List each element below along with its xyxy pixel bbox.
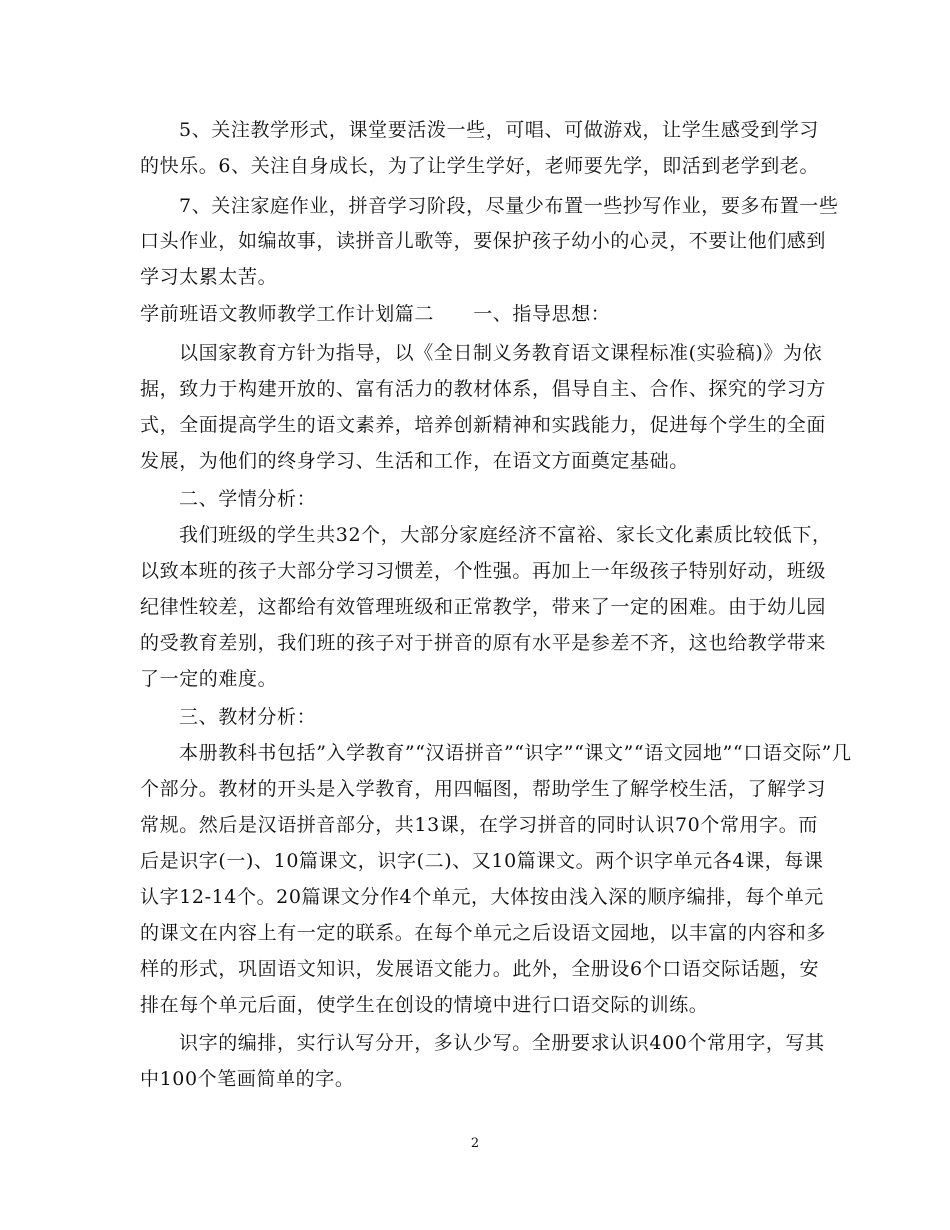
section-heading: 二、学情分析： — [179, 488, 317, 510]
paragraph-line: 样的形式，巩固语文知识，发展语文能力。此外，全册设6个口语交际话题，安 — [140, 958, 820, 980]
paragraph-line: 后是识字(一)、10篇课文，识字(二)、又10篇课文。两个识字单元各4课，每课 — [140, 850, 824, 872]
paragraph-line: 以国家教育方针为指导，以《全日制义务教育语文课程标准(实验稿)》为依 — [179, 342, 823, 364]
paragraph-line: 我们班级的学生共32个，大部分家庭经济不富裕、家长文化素质比较低下， — [179, 524, 832, 546]
paragraph-line: 识字的编排，实行认写分开，多认少写。全册要求认识400个常用字，写其 — [179, 1032, 825, 1054]
paragraph-line: 口头作业，如编故事，读拼音儿歌等，要保护孩子幼小的心灵，不要让他们感到 — [140, 230, 827, 252]
section-heading-line: 学前班语文教师教学工作计划篇二 一、指导思想： — [140, 303, 611, 325]
paragraph-line: 5、关注教学形式，课堂要活泼一些，可唱、可做游戏，让学生感受到学习 — [179, 119, 819, 141]
paragraph-line: 据，致力于构建开放的、富有活力的教材体系，倡导自主、合作、探究的学习方 — [140, 378, 827, 400]
paragraph-line: 认字12-14个。20篇课文分作4个单元，大体按由浅入深的顺序编排，每个单元 — [140, 886, 824, 908]
paragraph-line: 学习太累太苦。 — [140, 266, 278, 288]
paragraph-line: 的课文在内容上有一定的联系。在每个单元之后设语文园地，以丰富的内容和多 — [140, 922, 827, 944]
paragraph-line: 以致本班的孩子大部分学习习惯差，个性强。再加上一年级孩子特别好动，班级 — [140, 560, 827, 582]
paragraph-line: 本册教科书包括”入学教育”“汉语拼音”“识字”“课文”“语文园地”“口语交际”几 — [179, 742, 852, 764]
paragraph-line: 发展，为他们的终身学习、生活和工作，在语文方面奠定基础。 — [140, 450, 689, 472]
page-number: 2 — [470, 1136, 480, 1151]
paragraph-line: 式，全面提高学生的语文素养，培养创新精神和实践能力，促进每个学生的全面 — [140, 414, 827, 436]
paragraph-line: 的快乐。6、关注自身成长，为了让学生学好，老师要先学，即活到老学到老。 — [140, 155, 820, 177]
paragraph-line: 的受教育差别，我们班的孩子对于拼音的原有水平是参差不齐，这也给教学带来 — [140, 632, 827, 654]
paragraph-line: 中100个笔画简单的字。 — [140, 1068, 355, 1090]
section-heading: 三、教材分析： — [179, 706, 317, 728]
paragraph-line: 纪律性较差，这都给有效管理班级和正常教学，带来了一定的困难。由于幼儿园 — [140, 596, 827, 618]
paragraph-line: 个部分。教材的开头是入学教育，用四幅图，帮助学生了解学校生活，了解学习 — [140, 778, 827, 800]
paragraph-line: 常规。然后是汉语拼音部分，共13课，在学习拼音的同时认识70个常用字。而 — [140, 814, 818, 836]
paragraph-line: 7、关注家庭作业，拼音学习阶段，尽量少布置一些抄写作业，要多布置一些 — [179, 195, 839, 217]
paragraph-line: 排在每个单元后面，使学生在创设的情境中进行口语交际的训练。 — [140, 994, 709, 1016]
paragraph-line: 了一定的难度。 — [140, 668, 278, 690]
